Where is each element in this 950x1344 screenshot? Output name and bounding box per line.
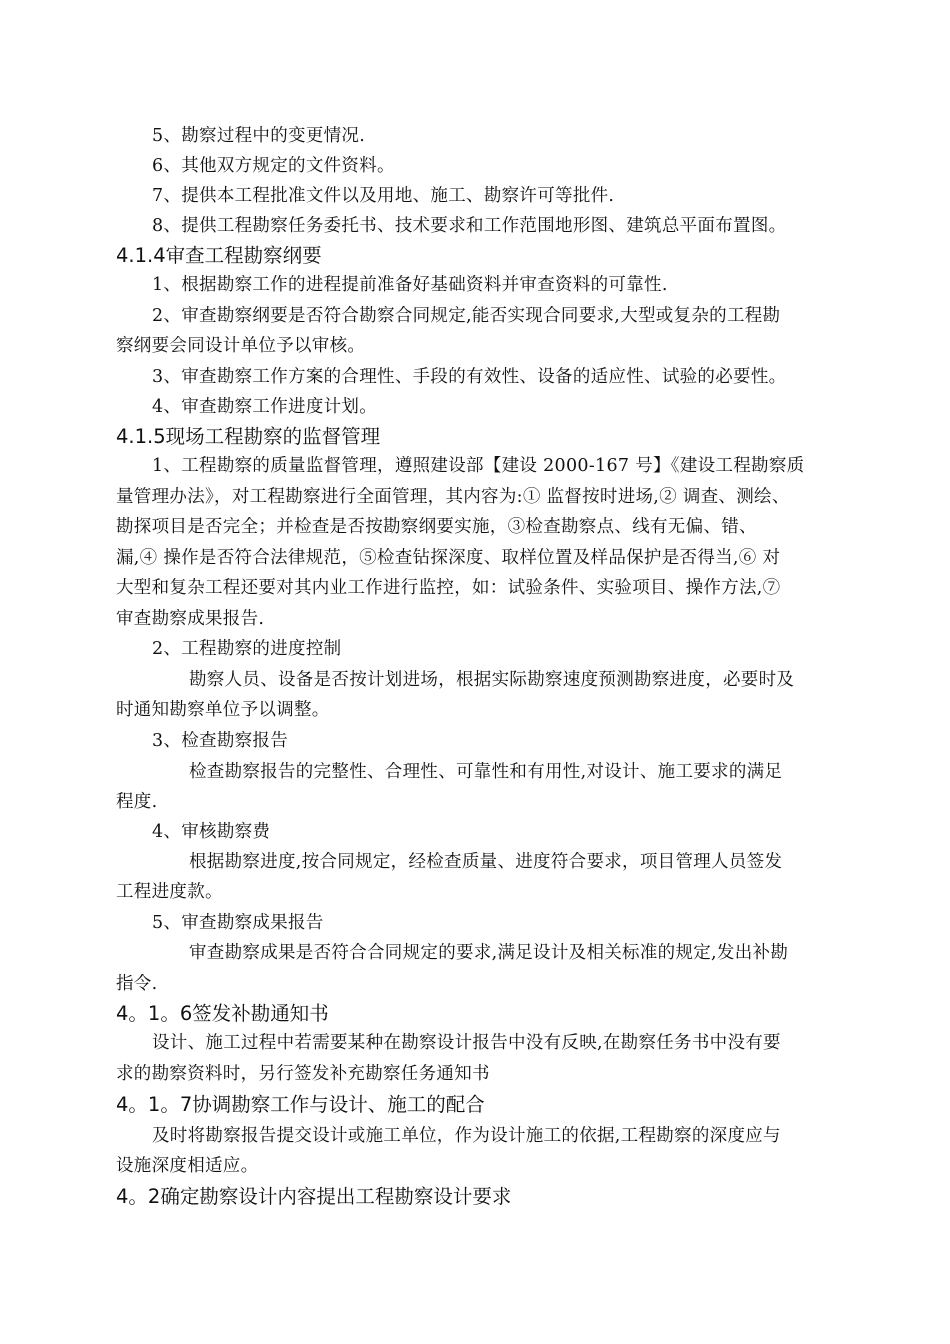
section-heading-4-1-4: 4.1.4审查工程勘察纲要 [116, 244, 322, 267]
section-heading-4-1-5: 4.1.5现场工程勘察的监督管理 [116, 425, 381, 448]
paragraph-line: 6、其他双方规定的文件资料。 [152, 156, 395, 176]
subheading-line: 2、工程勘察的进度控制 [152, 639, 342, 659]
paragraph-line: 7、提供本工程批准文件以及用地、施工、勘察许可等批件. [152, 186, 615, 206]
paragraph-line: 量管理办法》，对工程勘察进行全面管理，其内容为:① 监督按时进场,② 调查、测绘、 [116, 487, 790, 507]
paragraph-line: 设施深度相适应。 [116, 1156, 259, 1176]
subheading-line: 4、审核勘察费 [152, 822, 271, 842]
paragraph-line: 1、工程勘察的质量监督管理，遵照建设部【建设 2000-167 号】《建设工程勘察质 [152, 456, 805, 476]
paragraph-line: 勘察人员、设备是否按计划进场，根据实际勘察速度预测勘察进度，必要时及 [189, 670, 795, 690]
paragraph-line: 大型和复杂工程还要对其内业工作进行监控，如：试验条件、实验项目、操作方法,⑦ [116, 578, 781, 598]
paragraph-line: 1、根据勘察工作的进程提前准备好基础资料并审查资料的可靠性. [152, 275, 668, 295]
paragraph-line: 2、审查勘察纲要是否符合勘察合同规定,能否实现合同要求,大型或复杂的工程勘 [152, 306, 781, 326]
paragraph-line: 根据勘察进度,按合同规定，经检查质量、进度符合要求，项目管理人员签发 [189, 852, 783, 872]
paragraph-line: 漏,④ 操作是否符合法律规范，⑤检查钻探深度、取样位置及样品保护是否得当,⑥ 对 [116, 548, 781, 568]
subheading-line: 5、审查勘察成果报告 [152, 913, 324, 933]
paragraph-line: 审查勘察成果报告. [116, 609, 265, 629]
paragraph-line: 5、勘察过程中的变更情况. [152, 126, 366, 146]
paragraph-line: 设计、施工过程中若需要某种在勘察设计报告中没有反映,在勘察任务书中没有要 [152, 1033, 781, 1053]
paragraph-line: 3、审查勘察工作方案的合理性、手段的有效性、设备的适应性、试验的必要性。 [152, 367, 787, 387]
paragraph-line: 指令. [116, 974, 158, 994]
paragraph-line: 8、提供工程勘察任务委托书、技术要求和工作范围地形图、建筑总平面布置图。 [152, 216, 787, 236]
section-heading-4-1-6: 4。1。6签发补勘通知书 [116, 1002, 329, 1025]
paragraph-line: 程度. [116, 792, 158, 812]
section-heading-4-1-7: 4。1。7协调勘察工作与设计、施工的配合 [116, 1093, 485, 1116]
paragraph-line: 求的勘察资料时，另行签发补充勘察任务通知书 [116, 1064, 490, 1084]
subheading-line: 3、检查勘察报告 [152, 731, 289, 751]
paragraph-line: 检查勘察报告的完整性、合理性、可靠性和有用性,对设计、施工要求的满足 [189, 762, 783, 782]
paragraph-line: 工程进度款。 [116, 882, 223, 902]
paragraph-line: 及时将勘察报告提交设计或施工单位，作为设计施工的依据,工程勘察的深度应与 [152, 1126, 781, 1146]
paragraph-line: 时通知勘察单位予以调整。 [116, 700, 330, 720]
section-heading-4-2: 4。2确定勘察设计内容提出工程勘察设计要求 [116, 1185, 512, 1208]
paragraph-line: 4、审查勘察工作进度计划。 [152, 397, 378, 417]
paragraph-line: 勘探项目是否完全；并检查是否按勘察纲要实施，③检查勘察点、线有无偏、错、 [116, 517, 757, 537]
paragraph-line: 审查勘察成果是否符合合同规定的要求,满足设计及相关标准的规定,发出补勘 [189, 943, 789, 963]
paragraph-line: 察纲要会同设计单位予以审核。 [116, 336, 366, 356]
